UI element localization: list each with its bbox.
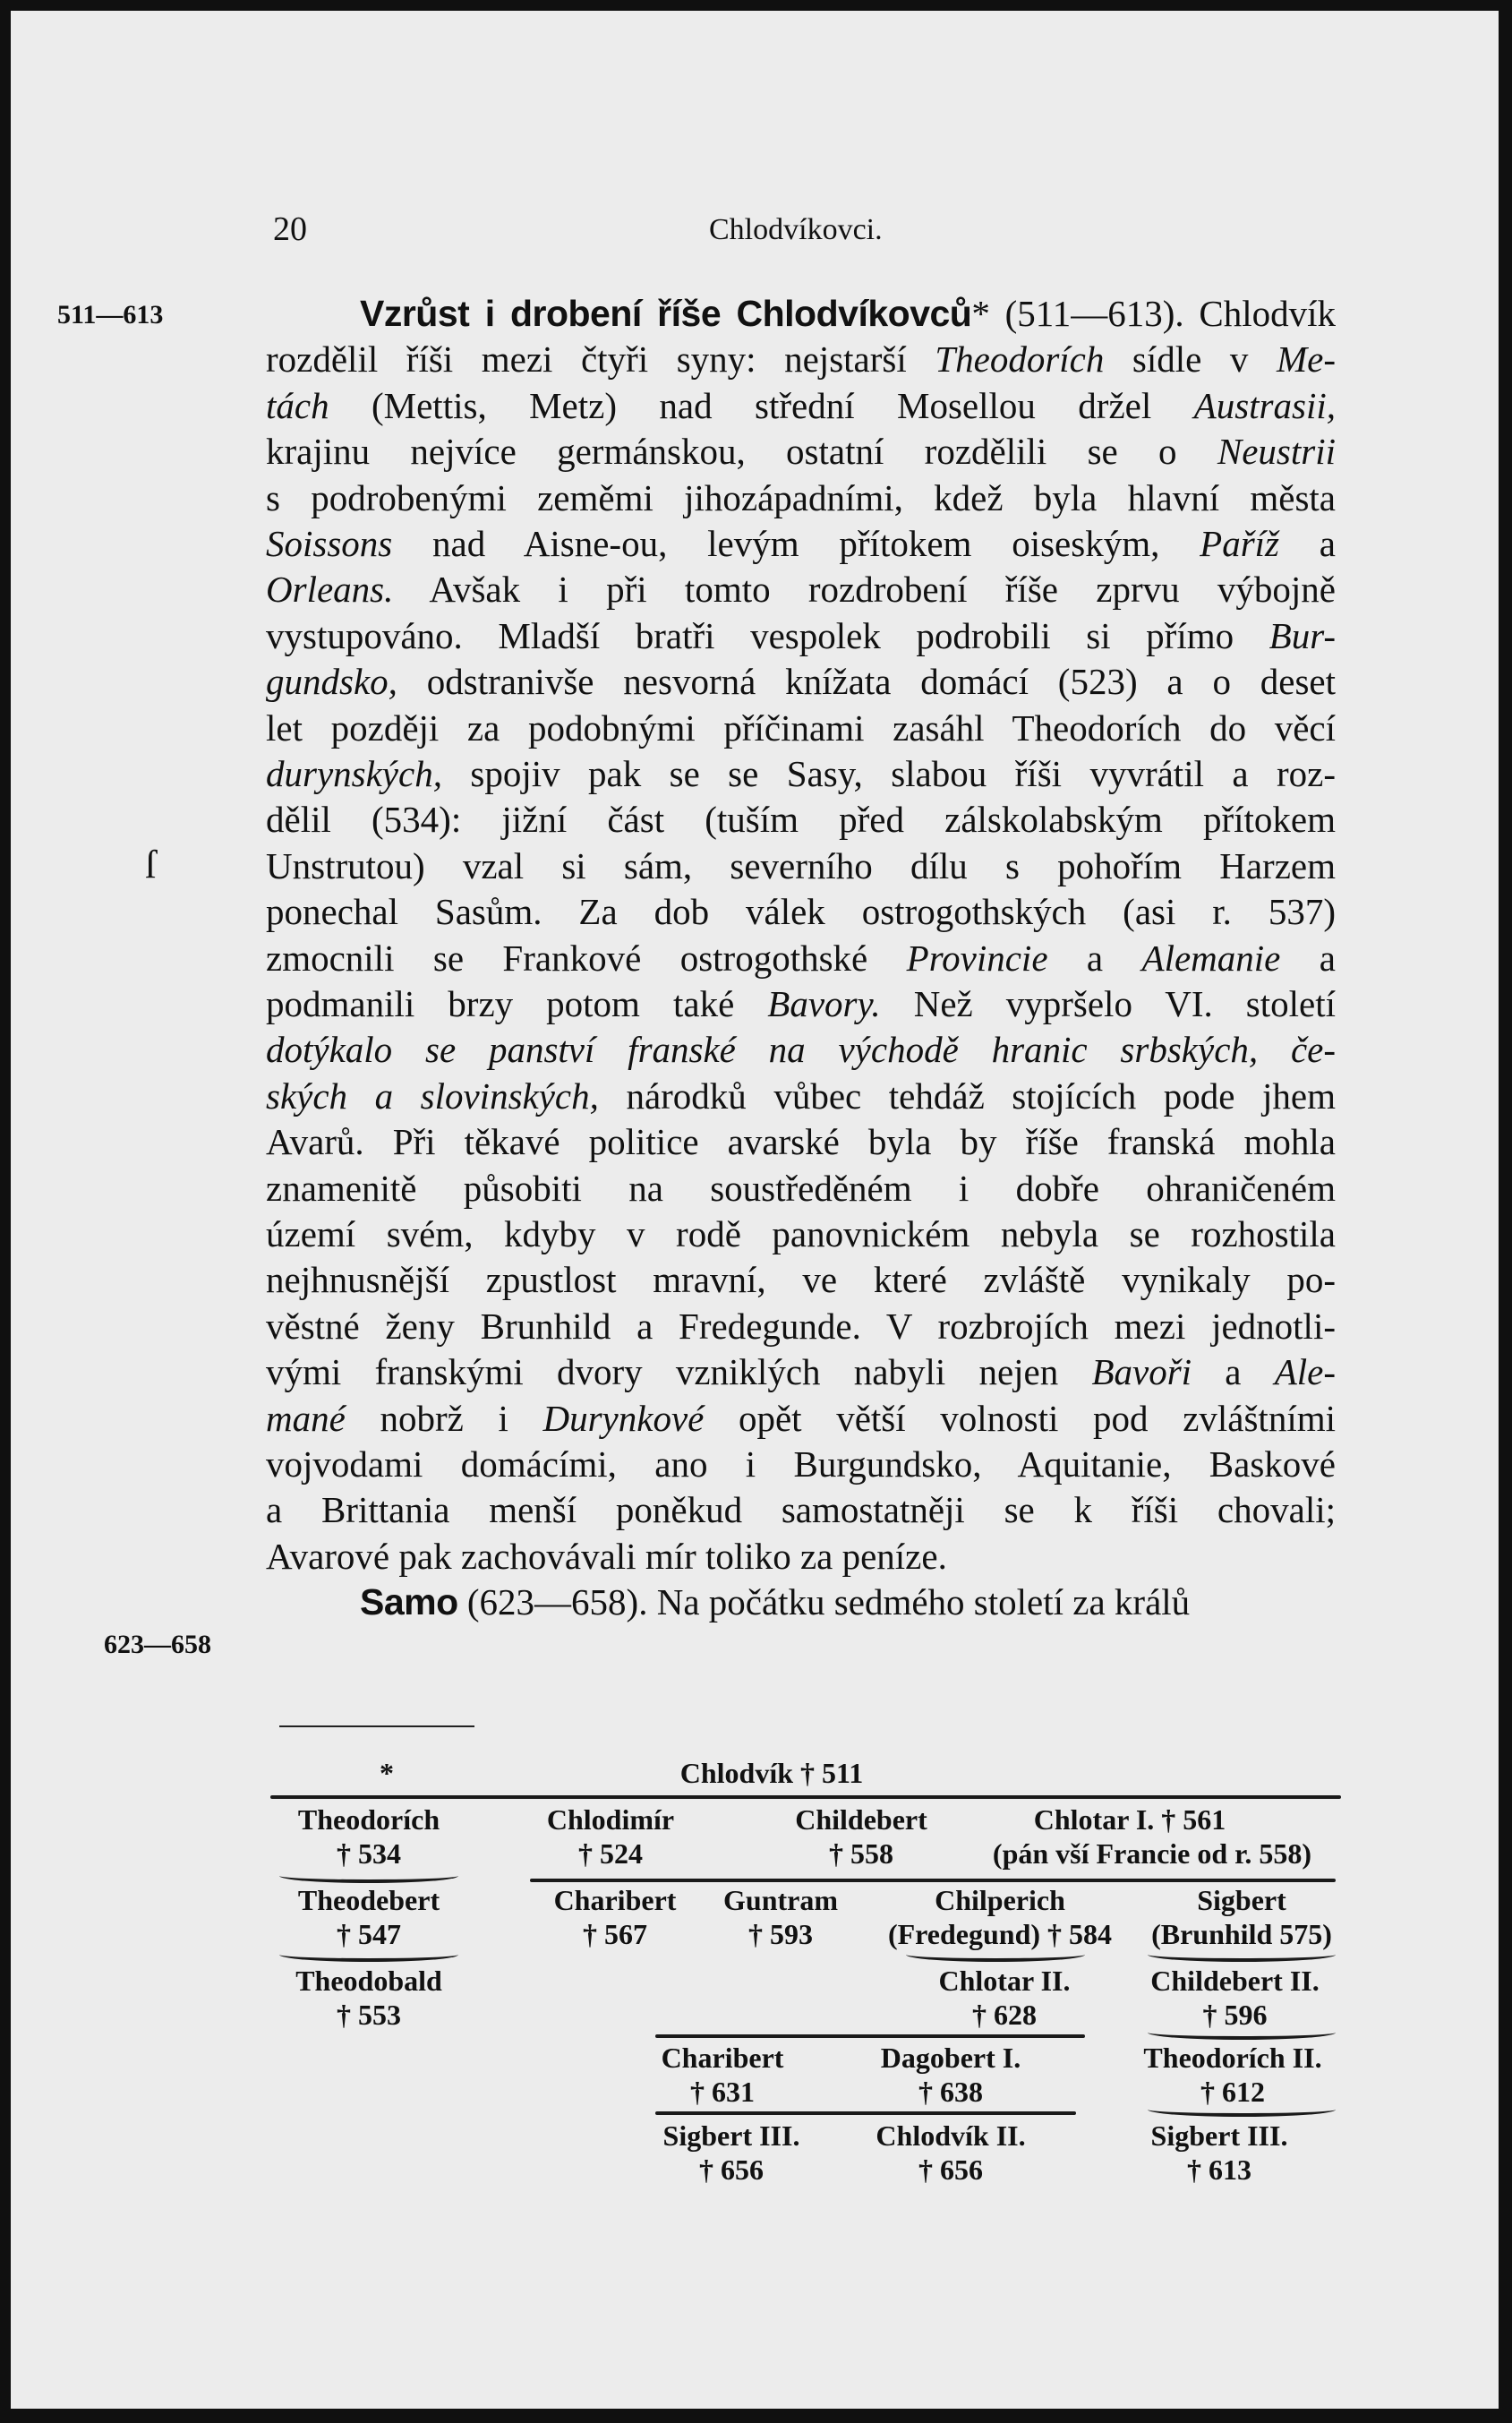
section-heading: Samo [360,1581,458,1623]
running-title: Chlodvíkovci. [709,213,883,246]
text-run: a [1047,937,1142,979]
genealogy-root: Chlodvík † 511 [679,1757,864,1789]
text-line [266,1211,1336,1257]
text-line [266,1441,1336,1487]
gen1-death-3: (pán vší Francie od r. 558) [992,1837,1312,1870]
gen2-name-0: Theodebert [297,1884,440,1916]
text-run: a Brittania menší poněkud samostatněji se k říši chovali; [266,1489,1336,1531]
italic-term: Provincie [906,937,1048,979]
text-line [266,428,1336,475]
text-line [266,1073,1336,1119]
gen2-name-2: Guntram [723,1884,838,1916]
text-line [360,1579,1336,1625]
text-run: a [1192,1351,1275,1393]
brace-theodebert [279,1948,458,1962]
italic-term: gundsko, [266,661,397,703]
text-line [360,290,1336,337]
brace-childebert [1148,2025,1336,2040]
text-line [266,612,1336,659]
italic-term: Austrasii, [1193,384,1336,426]
text-run: nejhnusnější zpustlost mravní, ve které zvláště vynikaly po- [266,1259,1336,1301]
text-run: věstné ženy Brunhild a Fredegunde. V rozbrojích mezi jednotli- [266,1305,1336,1347]
gen4-death-0: † 631 [690,2076,755,2108]
text-line [266,1165,1336,1212]
italic-term: Durynkové [542,1397,705,1439]
generation-bar-3 [655,2034,1085,2038]
gen1-name-1: Chlodimír [546,1803,675,1836]
text-line [266,980,1336,1027]
text-line [266,382,1336,429]
gen1-name-2: Childebert [795,1803,927,1836]
text-run: Avšak i při tomto rozdrobení říše zprvu výbojně [393,569,1336,611]
text-run: sídle v [1104,338,1277,381]
italic-term: durynských, [266,753,442,794]
gen5-name-0: Sigbert III. [662,2119,800,2152]
gen2-death-4: (Brunhild 575) [1151,1918,1332,1950]
gen4-death-1: † 638 [918,2076,983,2108]
text-line [266,1256,1336,1303]
text-line [266,1486,1336,1533]
text-run: krajinu nejvíce germánskou, ostatní rozdělili se o [266,431,1217,473]
text-line [266,888,1336,935]
gen3-name-2: Childebert II. [1150,1965,1320,1997]
section-heading: Vzrůst i drobení říše Chlodvíkovců [360,293,972,334]
text-run: let později za podobnými příčinami zasáhl Theodorích do věcí [266,706,1336,749]
text-run: dělil (534): jižní část (tuším před zálskolabským přítokem [266,799,1336,841]
gen2-death-0: † 547 [337,1918,401,1950]
margin-mark: ſ [145,843,157,886]
gen5-death-2: † 613 [1187,2153,1251,2186]
italic-term: Me- [1277,338,1337,381]
italic-term: mané [266,1397,346,1439]
text-run: a [1280,937,1336,979]
text-run: Unstrutou) vzal si sám, severního dílu s pohořím Harzem [266,844,1336,886]
text-line [266,843,1336,889]
text-line [266,336,1336,382]
text-line [266,520,1336,567]
gen3-name-0: Theodobald [295,1965,442,1997]
italic-term: Bavory. [767,983,881,1024]
gen5-name-1: Chlodvík II. [876,2119,1026,2152]
gen1-name-3: Chlotar I. † 561 [1033,1803,1226,1836]
gen3-death-1: † 628 [972,1999,1037,2031]
text-run: odstranivše nesvorná knížata domácí (523) a o deset [397,661,1336,703]
text-run: vojvodami domácími, ano i Burgundsko, Aquitanie, Baskové [266,1443,1336,1485]
gen4-name-1: Dagobert I. [880,2042,1021,2074]
text-line [266,796,1336,843]
text-run: národků vůbec tehdáž stojících pode jhem [598,1075,1336,1117]
italic-term: Bavoři [1091,1351,1192,1393]
text-line [266,1118,1336,1165]
footnote-asterisk: * [380,1757,394,1789]
margin-note-dates-2: 623—658 [104,1630,211,1659]
italic-term: Theodorích [935,338,1105,381]
brace-sigbert [1148,1948,1336,1962]
text-run: nad Aisne-ou, levým přítokem oiseským, [392,523,1200,564]
text-run: zmocnili se Frankové ostrogothské [266,937,907,979]
gen2-name-1: Charibert [553,1884,677,1916]
gen2-death-1: † 567 [583,1918,647,1950]
text-line [266,658,1336,705]
text-line [266,1303,1336,1349]
text-run: (623—658). Na počátku sedmého století za králů [457,1581,1191,1623]
gen3-name-1: Chlotar II. [938,1965,1071,1997]
generation-bar-4 [655,2111,1076,2115]
generation-bar-2 [530,1879,1336,1882]
gen4-name-0: Charibert [661,2042,784,2074]
book-page [11,11,1499,2409]
text-line [266,1026,1336,1073]
brace-theodorich [279,1869,458,1883]
text-run: opět větší volnosti pod zvláštními [704,1397,1336,1439]
text-run: Než vypršelo VI. století [880,983,1336,1024]
text-run: vými franskými dvory vzniklých nabyli nejen [266,1351,1092,1393]
italic-term: dotýkalo se panství franské na východě hranic srbských, če- [266,1029,1336,1071]
text-run: rozdělil říši mezi čtyři syny: nejstarší [266,338,935,381]
text-run: znamenitě působiti na soustředěném i dobře ohraničeném [266,1167,1336,1209]
italic-term: Alemanie [1141,937,1281,979]
italic-term: Bur- [1269,614,1336,656]
text-line [266,566,1336,612]
gen1-death-0: † 534 [337,1837,401,1870]
text-line [266,1395,1336,1442]
text-run: spojiv pak se se Sasy, slabou říši vyvrátil a roz- [441,753,1336,794]
gen4-name-2: Theodorích II. [1143,2042,1322,2074]
italic-term: ských a slovinských, [266,1075,599,1117]
gen5-death-0: † 656 [699,2153,764,2186]
italic-term: Neustrii [1217,431,1336,473]
text-line [266,705,1336,751]
text-run: území svém, kdyby v rodě panovnickém nebyla se rozhostila [266,1213,1336,1254]
text-line [266,475,1336,521]
text-line [266,1533,1336,1580]
text-run: a [1279,523,1337,564]
page-number: 20 [273,210,307,248]
text-run: * (511—613). Chlodvík [971,293,1336,334]
text-run: ponechal Sasům. Za dob válek ostrogothských (asi r. 537) [266,891,1336,933]
text-line [266,1348,1336,1395]
gen3-death-2: † 596 [1202,1999,1268,2031]
text-run: Avarů. Při těkavé politice avarské byla by říše franská mohla [266,1121,1336,1163]
gen5-death-1: † 656 [918,2153,983,2186]
italic-term: tách [266,384,329,426]
text-line [266,750,1336,797]
text-run: podmanili brzy potom také [266,983,768,1024]
text-run: s podrobenými zeměmi jihozápadními, kdež byla hlavní města [266,476,1336,518]
gen1-name-0: Theodorích [297,1803,440,1836]
gen2-death-2: † 593 [748,1918,813,1950]
brace-theodorich-ii [1148,2102,1336,2117]
generation-bar-1 [270,1795,1341,1799]
italic-term: Paříž [1200,523,1280,564]
text-run: vystupováno. Mladší bratři vespolek podrobili si přímo [266,614,1269,656]
footnote-rule [279,1725,474,1727]
italic-term: Ale- [1274,1351,1337,1393]
brace-chilperich [906,1948,1085,1962]
gen3-death-0: † 553 [337,1999,401,2031]
gen1-death-1: † 524 [578,1837,643,1870]
text-run: Avarové pak zachovávali mír toliko za peníze. [266,1535,947,1577]
text-line [266,935,1336,981]
italic-term: Orleans. [266,569,394,611]
gen1-death-2: † 558 [829,1837,893,1870]
gen2-name-3: Chilperich [935,1884,1065,1916]
text-run: nobrž i [345,1397,543,1439]
margin-note-dates-1: 511—613 [57,300,164,330]
text-run: (Mettis, Metz) nad střední Mosellou držel [329,384,1194,426]
gen2-death-3: (Fredegund) † 584 [887,1918,1113,1950]
gen4-death-2: † 612 [1200,2076,1265,2108]
italic-term: Soissons [266,523,393,564]
gen2-name-4: Sigbert [1197,1884,1286,1916]
gen5-name-2: Sigbert III. [1150,2119,1288,2152]
